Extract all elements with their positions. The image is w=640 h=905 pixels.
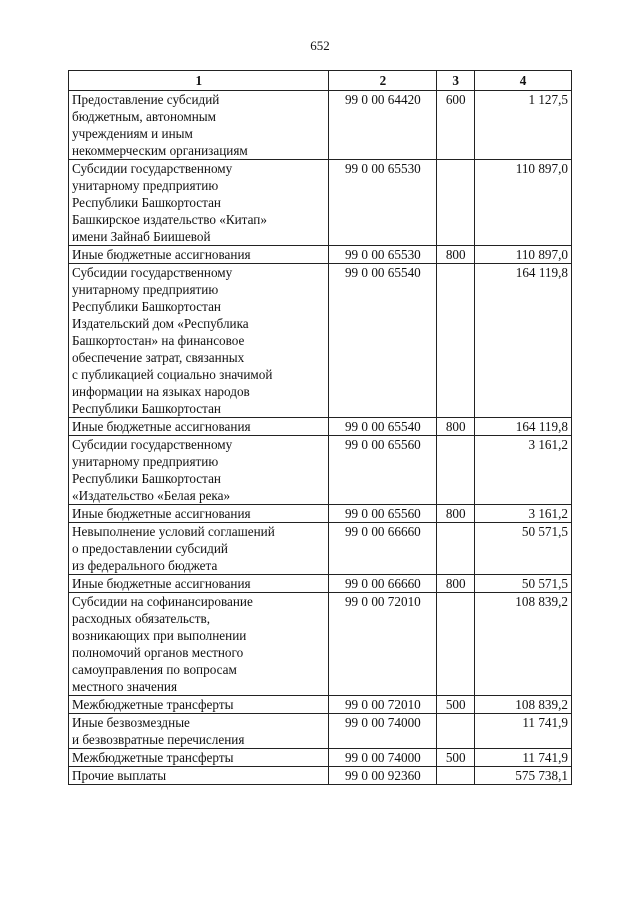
table-row [69,418,572,436]
table-row [69,436,572,505]
row-name-cell: Межбюджетные трансферты [69,749,329,767]
row-type-cell: 500 [437,696,475,714]
row-type-cell [437,767,475,785]
row-code-cell: 99 0 00 65530 [329,160,437,246]
table-header [69,71,572,91]
row-type-cell [437,523,475,575]
table-row [69,246,572,264]
row-name-cell: Субсидии государственному унитарному предприятию Республики Башкортостан Издательский дом «Республика Башкортостан» на финансовое обеспечение затрат, связанных с публикацией социально значимой информации на языках народов Республики Башкортостан [69,264,329,418]
table-row [69,767,572,785]
row-name-cell: Иные бюджетные ассигнования [69,505,329,523]
row-code-cell: 99 0 00 65540 [329,264,437,418]
row-type-cell [437,436,475,505]
table-row [69,91,572,160]
column-header-4: 4 [475,71,572,91]
row-type-cell: 800 [437,575,475,593]
row-code-cell: 99 0 00 72010 [329,696,437,714]
header-row [69,71,572,91]
row-sum-cell: 110 897,0 [475,246,572,264]
row-sum-cell: 1 127,5 [475,91,572,160]
table-row [69,264,572,418]
row-name-cell: Прочие выплаты [69,767,329,785]
row-type-cell [437,264,475,418]
row-type-cell: 500 [437,749,475,767]
row-code-cell: 99 0 00 74000 [329,749,437,767]
table-body [69,91,572,785]
row-sum-cell: 50 571,5 [475,523,572,575]
row-code-cell: 99 0 00 74000 [329,714,437,749]
row-sum-cell: 108 839,2 [475,696,572,714]
row-type-cell: 800 [437,505,475,523]
row-name-cell: Невыполнение условий соглашений о предоставлении субсидий из федерального бюджета [69,523,329,575]
row-name-cell: Иные бюджетные ассигнования [69,418,329,436]
row-type-cell [437,593,475,696]
row-type-cell: 800 [437,418,475,436]
row-type-cell: 800 [437,246,475,264]
row-sum-cell: 3 161,2 [475,505,572,523]
row-sum-cell: 50 571,5 [475,575,572,593]
row-sum-cell: 11 741,9 [475,714,572,749]
row-sum-cell: 164 119,8 [475,418,572,436]
column-header-3: 3 [437,71,475,91]
row-code-cell: 99 0 00 72010 [329,593,437,696]
column-header-1: 1 [69,71,329,91]
row-code-cell: 99 0 00 66660 [329,575,437,593]
row-code-cell: 99 0 00 65530 [329,246,437,264]
row-code-cell: 99 0 00 65560 [329,505,437,523]
row-name-cell: Иные бюджетные ассигнования [69,575,329,593]
table-row [69,593,572,696]
row-name-cell: Субсидии на софинансирование расходных обязательств, возникающих при выполнении полномочий органов местного самоуправления по вопросам местного значения [69,593,329,696]
row-name-cell: Предоставление субсидий бюджетным, автономным учреждениям и иным некоммерческим организациям [69,91,329,160]
row-name-cell: Иные безвозмездные и безвозвратные перечисления [69,714,329,749]
table-row [69,749,572,767]
row-sum-cell: 164 119,8 [475,264,572,418]
row-code-cell: 99 0 00 65540 [329,418,437,436]
table-row [69,523,572,575]
row-type-cell [437,714,475,749]
table-row [69,696,572,714]
table-row [69,575,572,593]
row-code-cell: 99 0 00 64420 [329,91,437,160]
row-code-cell: 99 0 00 66660 [329,523,437,575]
row-name-cell: Иные бюджетные ассигнования [69,246,329,264]
row-sum-cell: 108 839,2 [475,593,572,696]
table-row [69,714,572,749]
row-name-cell: Субсидии государственному унитарному предприятию Республики Башкортостан Башкирское издательство «Китап» имени Зайнаб Биишевой [69,160,329,246]
row-sum-cell: 11 741,9 [475,749,572,767]
table-row [69,160,572,246]
row-type-cell [437,160,475,246]
row-sum-cell: 575 738,1 [475,767,572,785]
budget-table [68,70,572,785]
page-number: 652 [310,38,330,53]
row-sum-cell: 110 897,0 [475,160,572,246]
table-row [69,505,572,523]
row-name-cell: Межбюджетные трансферты [69,696,329,714]
row-name-cell: Субсидии государственному унитарному предприятию Республики Башкортостан «Издательство «Белая река» [69,436,329,505]
row-code-cell: 99 0 00 65560 [329,436,437,505]
row-sum-cell: 3 161,2 [475,436,572,505]
row-type-cell: 600 [437,91,475,160]
column-header-2: 2 [329,71,437,91]
row-code-cell: 99 0 00 92360 [329,767,437,785]
